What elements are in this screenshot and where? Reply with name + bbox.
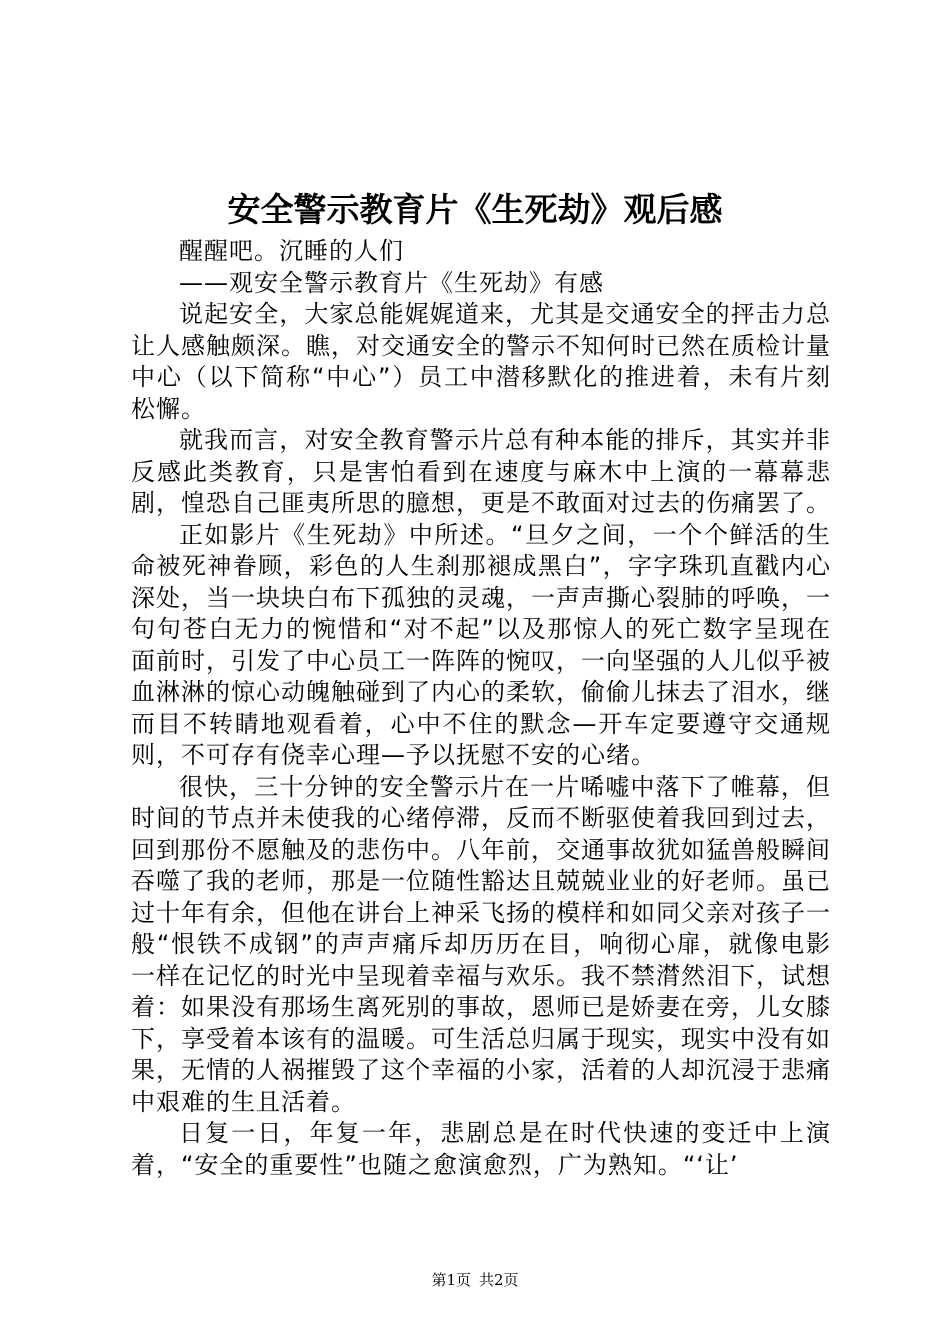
- subtitle-line: 醒醒吧。沉睡的人们: [179, 237, 404, 265]
- page-number-current: 第1页: [431, 1271, 471, 1289]
- page-footer: [0, 1270, 950, 1290]
- page-number-total: 共2页: [479, 1271, 519, 1289]
- body-paragraph-1: 说起安全，大家总能娓娓道来，尤其是交通安全的抨击力总让人感触颇深。瞧，对交通安全的警示不知何时已然在质检计量中心（以下简称“中心”）员工中潜移默化的推进着，未有片刻松懈。: [131, 300, 831, 423]
- body-paragraph-2: 就我而言，对安全教育警示片总有种本能的排斥，其实并非反感此类教育，只是害怕看到在速度与麻木中上演的一幕幕悲剧，惶恐自己匪夷所思的臆想，更是不敢面对过去的伤痛罢了。: [131, 426, 831, 517]
- body-paragraph-3: 正如影片《生死劫》中所述。“旦夕之间，一个个鲜活的生命被死神眷顾，彩色的人生刹那褪成黑白”，字字珠玑直戳内心深处，当一块块白布下孤独的灵魂，一声声撕心裂肺的呼唤，一句句苍白无力的惋惜和“对不起”以及那惊人的死亡数字呈现在面前时，引发了中心员工一阵阵的惋叹，一向坚强的人儿似乎被血淋淋的惊心动魄触碰到了内心的柔软，偷偷儿抹去了泪水，继而目不转睛地观看着，心中不住的默念—开车定要遵守交通规则，不可存有侥幸心理—予以抚慰不安的心绪。: [131, 520, 831, 769]
- body-paragraph-4: 很快，三十分钟的安全警示片在一片唏嘘中落下了帷幕，但时间的节点并未使我的心绪停滞，反而不断驱使着我回到过去，回到那份不愿触及的悲伤中。八年前，交通事故犹如猛兽般瞬间吞噬了我的老师，那是一位随性豁达且兢兢业业的好老师。虽已过十年有余，但他在讲台上神采飞扬的模样和如同父亲对孩子一般“恨铁不成钢”的声声痛斥却历历在目，响彻心扉，就像电影一样在记忆的时光中呈现着幸福与欢乐。我不禁潸然泪下，试想着：如果没有那场生离死别的事故，恩师已是娇妻在旁，儿女膝下，享受着本该有的温暖。可生活总归属于现实，现实中没有如果，无情的人祸摧毁了这个幸福的小家，活着的人却沉浸于悲痛中艰难的生且活着。: [131, 772, 831, 1116]
- document-title: 安全警示教育片《生死劫》观后感: [227, 190, 723, 229]
- subtitle-source-line: ——观安全警示教育片《生死劫》有感: [179, 268, 604, 297]
- body-paragraph-5: 日复一日，年复一年，悲剧总是在时代快速的变迁中上演着，“安全的重要性”也随之愈演愈烈，广为熟知。“‘让’: [131, 1119, 831, 1179]
- document-body: [131, 236, 831, 1181]
